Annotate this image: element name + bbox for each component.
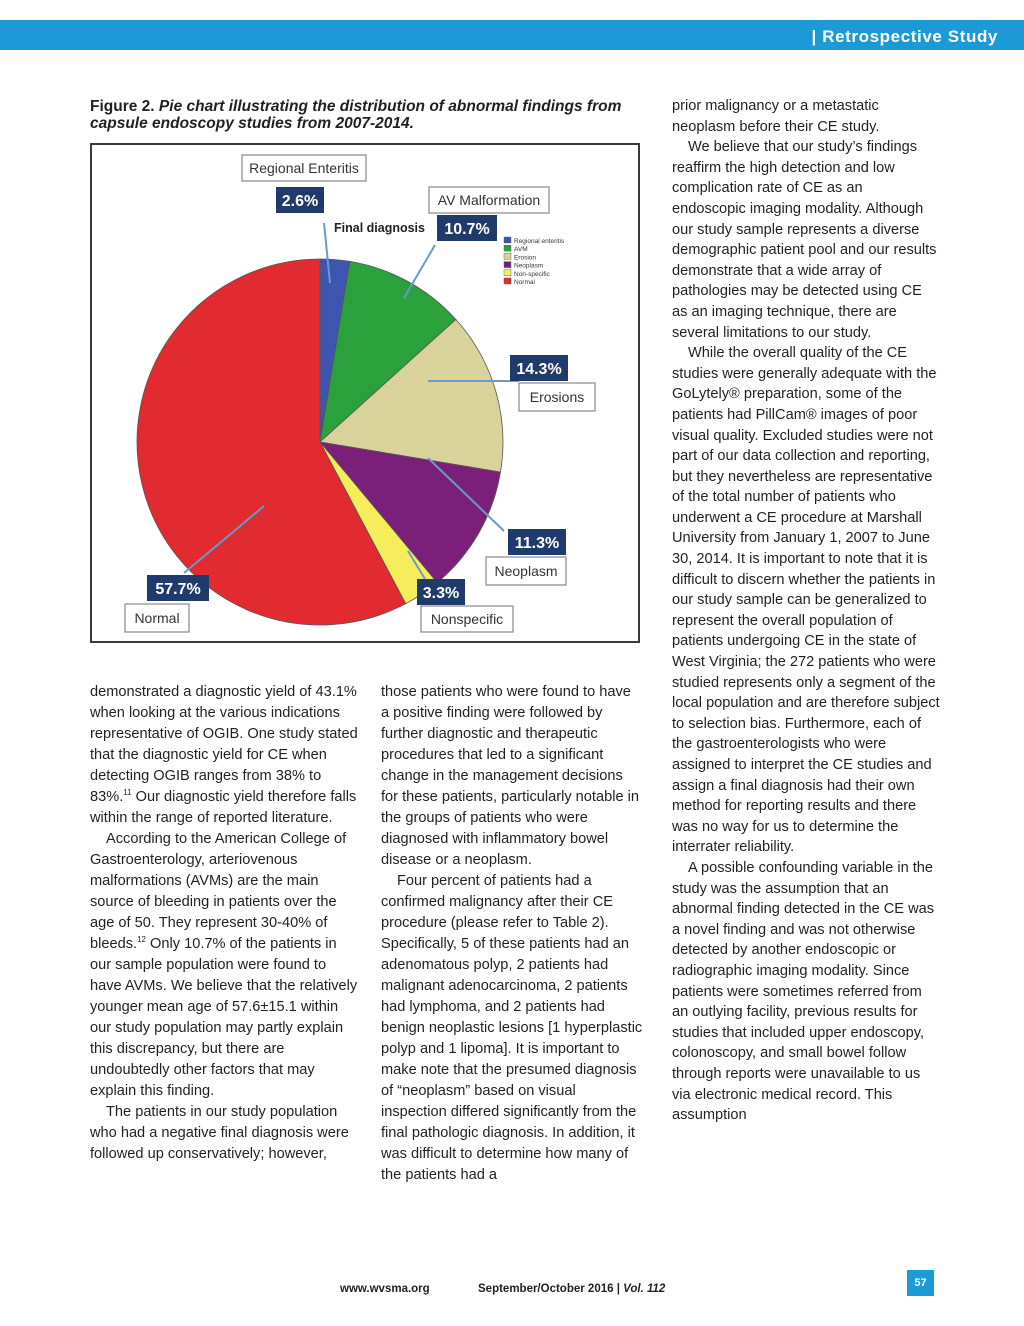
callout-label-regional-enteritis: Regional Enteritis (249, 160, 359, 176)
footer-volume: Vol. 112 (623, 1283, 666, 1295)
data-label-non-specific: 3.3% (422, 585, 460, 602)
body-column-2 (381, 682, 643, 1186)
callout-label-normal: Normal (134, 610, 180, 626)
data-label-normal: 57.7% (155, 581, 201, 598)
legend-swatch-avm (504, 245, 511, 251)
legend-swatch-normal (504, 278, 511, 284)
legend-label-non-specific: Non-specific (514, 270, 550, 278)
col3-paragraph-3: While the overall quality of the CE studies were generally adequate with the GoLytely® preparation, some of the patients had PillCam® images of poor visual quality. Excluded studies were not part of our data collection and reporting, but they nevertheless are representative of the total number of patients who underwent a CE procedure at Marshall University from January 1, 2007 to June 30, 2014. It is important to note that it is difficult to discern whether the patients in our study sample can be generalized to represent the overall population of patients undergoing CE in the state of West Virginia; the 272 patients who were studied represents only a segment of the local population and are therefore subject to selection bias. Furthermore, each of the gastroenterologists who were assigned to interpret the CE studies and assign a final diagnosis had their own method for reporting results and there was no way for us to determine the interrater reliability. (672, 345, 940, 856)
data-label-erosion: 14.3% (516, 361, 562, 378)
col1-paragraph-2: According to the American College of Gastroenterology, arteriovenous malformations (AVMs) are the main source of bleeding in patients over the age of 50. They represent 30-40% of bleeds.$^{12}$ Only 10.7% of the patients in our sample population were found to have AVMs. We believe that the relatively younger mean age of 57.6±15.1 within our study population may partly explain this discrepancy, but there are undoubtedly other factors that may explain this finding. (90, 831, 358, 1099)
col1-paragraph-1: demonstrated a diagnostic yield of 43.1% when looking at the various indications representative of OGIB. One study stated that the diagnostic yield for CE when detecting OGIB ranges from 38% to 83%.$^{11}$ Our diagnostic yield therefore falls within the range of reported literature. (90, 684, 358, 826)
col3-paragraph-1: prior malignancy or a metastatic neoplasm before their CE study. (672, 98, 880, 135)
col1-paragraph-3: The patients in our study population who had a negative final diagnosis were followed up conservatively; however, (90, 1104, 349, 1162)
legend-label-erosion: Erosion (514, 254, 537, 262)
data-label-neoplasm: 11.3% (514, 535, 560, 552)
col3-paragraph-2: We believe that our study’s findings reaffirm the high detection and low complication rate of CE as an endoscopic imaging modality. Although our study sample represents a diverse demographic patient pool and our results demonstrate that a wide array of pathologies may be detected using CE as an imaging technique, there are several limitations to our study. (672, 139, 937, 341)
callout-label-neoplasm: Neoplasm (494, 563, 558, 579)
reference-11: 11 (123, 788, 132, 797)
reference-12: 12 (137, 935, 146, 944)
figure-label: Figure 2. (90, 98, 155, 115)
col2-paragraph-2: Four percent of patients had a confirmed malignancy after their CE procedure (please refer to Table 2). Specifically, 5 of these patients had an adenomatous polyp, 2 patients had malignant adenocarcinoma, 2 patients had lymphoma, and 2 patients had benign neoplastic lesions [1 hyperplastic polyp and 1 lipoma]. It is important to make note that the presumed diagnosis of “neoplasm” based on visual inspection differed significantly from the final pathologic diagnosis. In addition, it was difficult to determine how many of the patients had a (381, 873, 643, 1183)
callout-label-avm: AV Malformation (437, 192, 541, 208)
data-label-avm: 10.7% (444, 221, 490, 238)
col3-paragraph-4: A possible confounding variable in the study was the assumption that an abnormal finding detected in the CE was a novel finding and was not otherwise detected by another endoscopic or radiographic imaging modality. Since patients were sometimes referred from an outlying facility, previous results for studies that included upper endoscopy, colonoscopy, and small bowel follow through reports were unavailable to us via electronic medical record. This assumption (672, 859, 935, 1124)
legend-swatch-erosion (504, 253, 511, 259)
callout-label-non-specific: Nonspecific (430, 611, 504, 627)
data-label-regional-enteritis: 2.6% (281, 193, 319, 210)
figure-caption-text: Pie chart illustrating the distribution of abnormal findings from capsule endoscopy studies from 2007-2014. (90, 98, 622, 132)
legend-label-avm: AVM (514, 246, 528, 254)
body-column-3 (672, 96, 940, 1126)
section-label: | Retrospective Study (811, 27, 998, 46)
pie-chart-figure (90, 143, 640, 643)
legend-swatch-non-specific (504, 270, 511, 276)
pie-chart (92, 145, 642, 645)
legend-label-neoplasm: Neoplasm (514, 262, 544, 270)
legend-label-normal: Normal (514, 279, 535, 286)
figure-caption (90, 98, 640, 132)
col2-paragraph-1: those patients who were found to have a positive finding were followed by further diagnostic and therapeutic procedures that led to a significant change in the management decisions for these patients, particularly notable in the groups of patients who were diagnosed with inflammatory bowel disease or a neoplasm. (381, 684, 639, 868)
page-number: 57 (907, 1270, 934, 1296)
legend-swatch-regional-enteritis (504, 237, 511, 243)
legend-label-regional-enteritis: Regional enteritis (514, 238, 565, 245)
callout-label-erosion: Erosions (529, 389, 585, 405)
body-column-1 (90, 682, 358, 1165)
footer-site: www.wvsma.org (340, 1283, 430, 1295)
chart-title: Final diagnosis (334, 221, 425, 235)
footer-issue: September/October 2016 | Vol. 112 (478, 1283, 666, 1295)
legend-swatch-neoplasm (504, 262, 511, 268)
